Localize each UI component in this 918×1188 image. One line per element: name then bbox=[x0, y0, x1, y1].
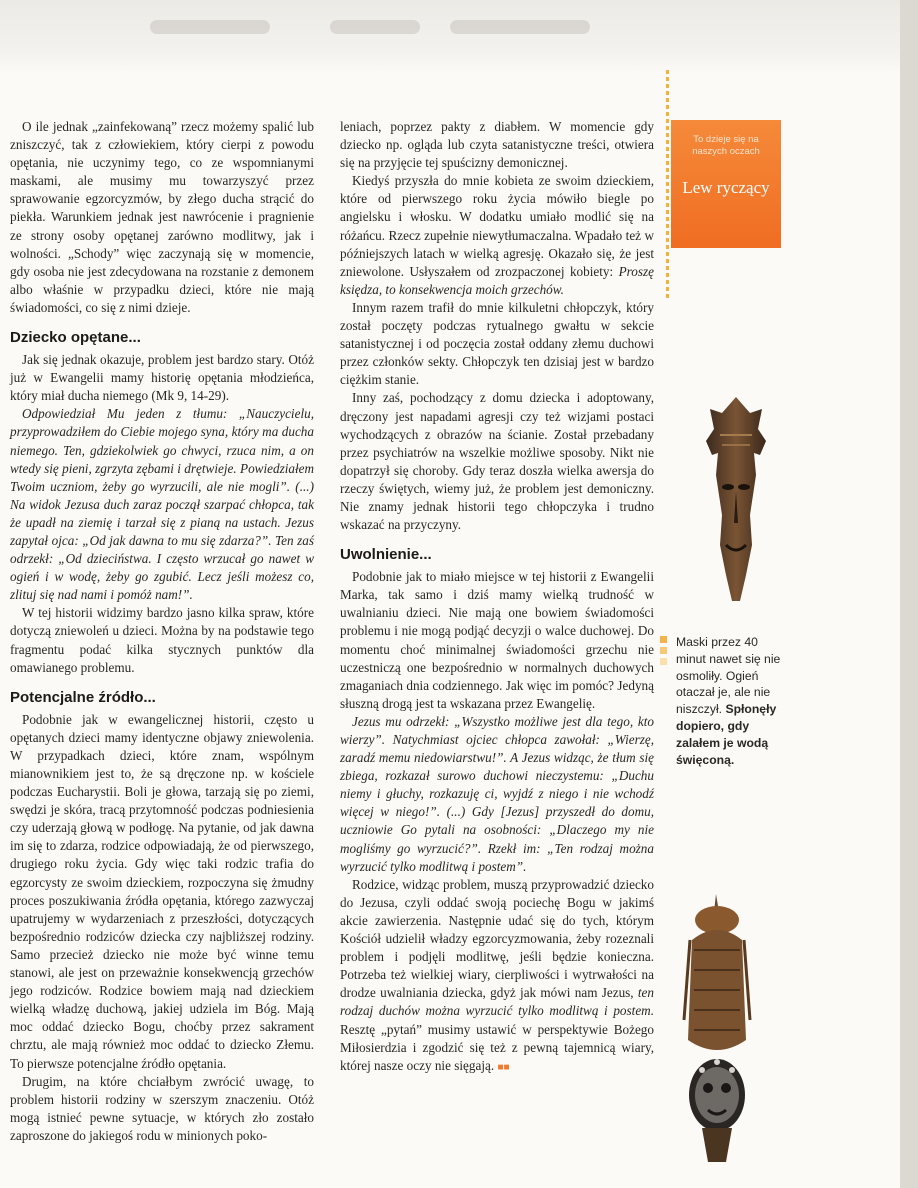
bullet-square bbox=[660, 636, 667, 643]
paragraph: W tej historii widzimy bardzo jasno kilka spraw, które dotyczą zniewoleń u dzieci. Można by na podstawie tego fragmentu podać kilka stycznych punktów dla omawianego problemu. bbox=[10, 605, 314, 675]
caption-emphasis: Spłonęły dopiero, gdy zalałem je wodą święconą. bbox=[676, 702, 777, 767]
series-kicker: To dzieje się na naszych oczach bbox=[692, 134, 760, 157]
paragraph bbox=[340, 172, 654, 299]
paragraph bbox=[340, 876, 654, 1077]
column-middle bbox=[340, 118, 654, 1077]
column-left bbox=[10, 118, 314, 1145]
top-bleed-band bbox=[0, 0, 900, 74]
paragraph: O ile jednak „zainfekowaną” rzecz możemy spalić lub zniszczyć, tak z człowiekiem, który cierpi z powodu opętania, nie uczynimy tego, co ze wspomnianymi maskami, ale musimy mu towarzyszyć przez sprawowanie egzorcyzmów, by złego ducha strącić do piekła. Warunkiem jednak jest nawrócenie i pragnienie ze strony osoby opętanej zarówno modlitwy, jak i wolności. „Schody” więc zaczynają się w momencie, gdy osoba nie jest zdecydowana na rozstanie z demonem albo właśnie w przypadku dzieci, które nie mają świadomości, co się z nimi dzieje. bbox=[10, 119, 314, 315]
end-of-article-mark: ■■ bbox=[497, 1061, 510, 1073]
caption-bullets bbox=[660, 636, 668, 669]
paragraph-text: Resztę „pytań” musimy ustawić w perspektywie Bożego Miłosierdzia i zgodzić się też z pewną tajemnicą wiary, której nasze oczy nie sięgają. bbox=[340, 1021, 654, 1073]
paragraph: Podobnie jak w ewangelicznej historii, często u opętanych dzieci mamy identyczne objawy zniewolenia. W przypadkach dzieci, które znam, wspólnym mianownikiem jest to, że są dręczone np. w kościele podczas Eucharystii. Boli je głowa, tarzają się po ziemi, swędzi je skóra, tracą przytomność podczas podniesienia czy uderzają głową w podłogę. Na pytanie, od jak dawna im się to zdarza, rodzice odpowiadają, że od pierwszego, drugiego roku życia. Gdy więc taki rodzic trafia do egzorcysty ze swoim dzieckiem, rozpoczyna się żmudny proces poszukiwania źródła opętania, którego zazwyczaj upatrujemy w wydarzeniach z przeszłości, dotyczących bezpośrednio rodziców dziecka czy najbliższej rodziny. Samo przecież dziecko nie może być winne temu stanowi, ale jest on przeważnie konsekwencją grzechów jego rodziców. Rodzice bowiem mają nad dzieckiem wielką władzę duchową, jakiej udziela im Bóg. Mają moc oddać dziecko Bogu, choćby przez sakrament chrztu, ale mają również moc oddać to dziecko Złemu. To pierwsze potencjalne źródło opętania. bbox=[10, 711, 314, 1071]
section-heading: Uwolnienie... bbox=[340, 546, 432, 564]
scripture-quote: Jezus mu odrzekł: „Wszystko możliwe jest dla tego, kto wierzy”. Natychmiast ojciec chłopca zawołał: „Wierzę, zaradź memu niedowiarstwu!”. A Jezus widząc, że tłum się zbiega, rozkazał surowo duchowi nieczystemu: „Duchu niemy i głuchy, rozkazuję ci, wyjdź z niego i nie wchodź więcej w niego!”. (...) Gdy [Jezus] przyszedł do domu, uczniowie Go pytali na osobności: „Dlaczego my nie mogliśmy go wyrzucić?”. Rzekł im: „Ten rodzaj można wyrzucić tylko modlitwą i postem”. bbox=[340, 713, 654, 874]
series-title: Lew ryczący bbox=[682, 178, 770, 197]
blurred-heading-fragment bbox=[330, 20, 420, 34]
african-mask-photo bbox=[700, 395, 772, 605]
paragraph-text: Kiedyś przyszła do mnie kobieta ze swoim dzieckiem, które od pierwszego roku życia mówiło biegle po angielsku i włosku. W dodatku umiało modlić się na różańcu. Rzecz zupełnie niewytłumaczalna. Wpadało też w późniejszych latach w wielką agresję. Okazało się, że jest zniewolone. Usłyszałem od zrozpaczonej kobiety: bbox=[340, 173, 654, 279]
ritual-puppet-photo bbox=[672, 890, 762, 1165]
caption-text: Maski przez 40 minut nawet się nie osmoliły. Ogień otaczał je, ale nie niszczył. bbox=[676, 635, 781, 717]
photo-caption bbox=[676, 634, 786, 768]
paragraph: Innym razem trafił do mnie kilkuletni chłopczyk, który został poczęty podczas rytualnego gwałtu w sekcie satanistycznej i od poczęcia został oddany złemu duchowi przez członków sekty. Chłopczyk ten dzisiaj jest w bardzo ciężkim stanie. bbox=[340, 299, 654, 388]
paragraph-text: Rodzice, widząc problem, muszą przyprowadzić dziecko do Jezusa, czyli oddać swoją pociechę Bogu w jakimś akcie zawierzenia. Następnie udać się do tych, którym Kościół udzielił władzy egzorcyzmowania, żeby rozeznali problem i podjęli modlitwę, jeśli będzie konieczna. Potrzeba też wielkiej wiary, cierpliwości i wytrwałości na drodze uwalniania dziecka, gdyż jak mówi nam Jezus, bbox=[340, 876, 654, 1001]
blurred-heading-fragment bbox=[450, 20, 590, 34]
section-heading: Potencjalne źródło... bbox=[10, 688, 156, 706]
paragraph: Podobnie jak to miało miejsce w tej historii z Ewangelii Marka, tak samo i dziś mamy wielką trudność w uwalnianiu dzieci. Nie mają one bowiem świadomości problemu i nie mogą podjąć decyzji o walce duchowej. Do momentu choć minimalnej świadomości grzechu nie uczestniczą one bezpośrednio w normalnych duchowych zmaganiach dnia codziennego. Jak więc im pomóc? Jedyną słuszną drogą jest ta wskazana przez Ewangelię. bbox=[340, 569, 654, 711]
paragraph: Jak się jednak okazuje, problem jest bardzo stary. Otóż już w Ewangelii mamy historię opętania młodzieńca, który miał ducha niemego (Mk 9, 14-29). bbox=[10, 352, 314, 404]
bullet-square bbox=[660, 647, 667, 654]
dotted-accent-line bbox=[666, 70, 669, 300]
scripture-quote: Odpowiedział Mu jeden z tłumu: „Nauczycielu, przyprowadziłem do Ciebie mojego syna, który ma ducha niemego. Ten, gdziekolwiek go chwyci, rzuca nim, a on wtedy się pieni, zgrzyta zębami i drętwieje. Powiedziałem Twoim uczniom, żeby go wyrzucili, ale nie mogli”. (...) Na widok Jezusa duch zaraz począł szarpać chłopca, tak że upadł na ziemię i tarzał się z pianą na ustach. Jezus zapytał ojca: „Od jak dawna to mu się zdarza?”. Ten zaś odrzekł: „Od dzieciństwa. I często wrzucał go nawet w ogień i w wodę, żeby go zgubić. Lecz jeśli możesz co, zlituj się nad nami i pomóż nam!”. bbox=[10, 406, 314, 603]
paragraph: leniach, poprzez pakty z diabłem. W momencie gdy dziecko np. ogląda lub czyta satanistyczne treści, otwiera się na przyjęcie tej spuścizny demonicznej. bbox=[340, 119, 654, 171]
series-tag-box bbox=[671, 120, 781, 248]
blurred-heading-fragment bbox=[150, 20, 270, 34]
bullet-square bbox=[660, 658, 667, 665]
quoted-speech: Proszę księdza, to konsekwencja moich grzechów. bbox=[340, 263, 654, 297]
section-heading: Dziecko opętane... bbox=[10, 329, 141, 347]
scan-edge bbox=[900, 0, 918, 1188]
paragraph: Drugim, na które chciałbym zwrócić uwagę, to problem historii rodziny w szerszym znaczeniu. Otóż mogą istnieć pewne sytuacje, w których zło zostało zaproszone do jakiegoś rodu w minionych poko- bbox=[10, 1073, 314, 1143]
quoted-speech: ten rodzaj duchów można wyrzucić tylko modlitwą i postem. bbox=[340, 985, 654, 1019]
paragraph: Inny zaś, pochodzący z domu dziecka i adoptowany, dręczony jest napadami agresji czy też wizjami postaci wychodzących z obrazów na ścianie. Został przebadany przez psychiatrów na wszelkie możliwe sposoby. Nikt nie dopatrzył się choroby. Gdy teraz doszła wielka awersja do rzeczy świętych, wiemy już, że problem jest demoniczny. Nie znamy jednak historii tego chłopczyka i trudno wskazać na przyczyny. bbox=[340, 390, 654, 533]
